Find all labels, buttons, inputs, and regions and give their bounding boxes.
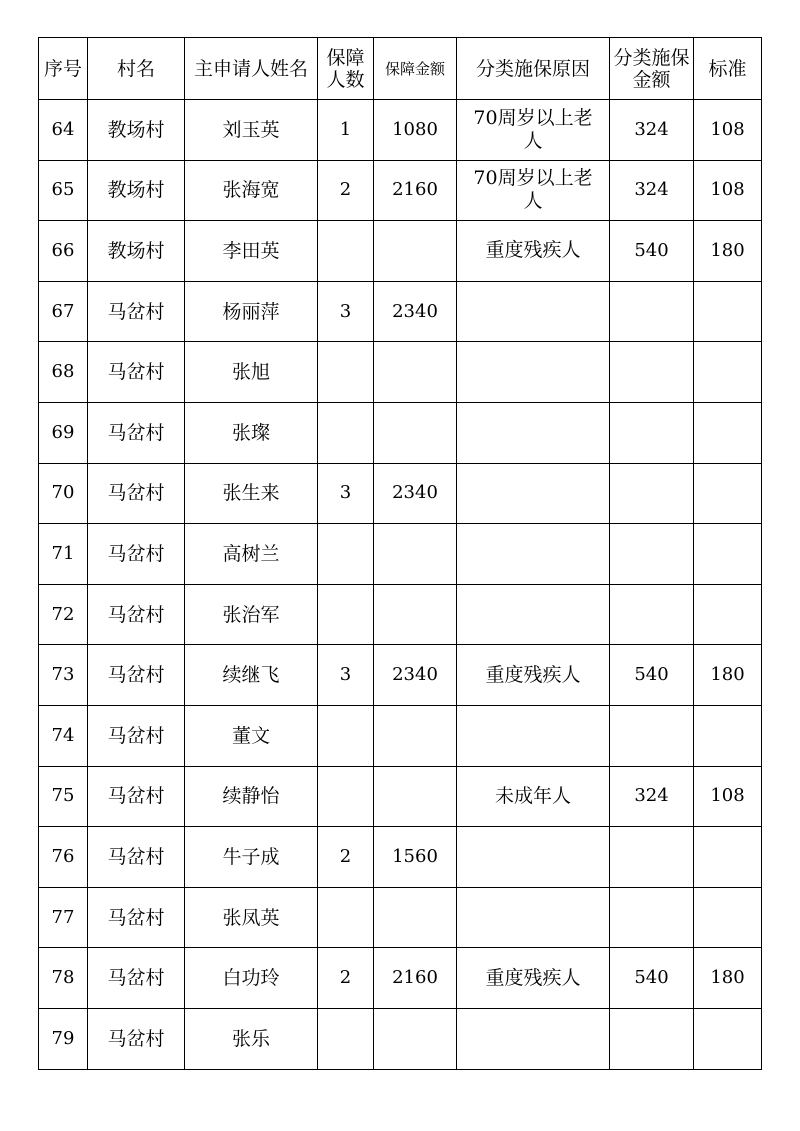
cell-seq: 73 (39, 645, 88, 706)
cell-class-amount: 540 (610, 221, 694, 282)
cell-seq: 71 (39, 524, 88, 585)
cell-village: 教场村 (88, 160, 185, 221)
cell-standard (694, 463, 762, 524)
cell-class-amount (610, 1008, 694, 1069)
cell-seq: 77 (39, 887, 88, 948)
table-row (39, 948, 762, 1009)
cell-count (318, 584, 374, 645)
cell-amount: 1080 (374, 100, 457, 161)
cell-amount: 2340 (374, 281, 457, 342)
cell-count (318, 342, 374, 403)
cell-village: 教场村 (88, 100, 185, 161)
cell-standard (694, 887, 762, 948)
header-count: 保障人数 (318, 38, 374, 100)
cell-amount: 2340 (374, 463, 457, 524)
cell-class-amount (610, 887, 694, 948)
cell-class-amount: 324 (610, 100, 694, 161)
cell-amount: 2340 (374, 645, 457, 706)
header-village: 村名 (88, 38, 185, 100)
table-body (39, 100, 762, 1070)
cell-village: 马岔村 (88, 402, 185, 463)
header-class-amount: 分类施保金额 (610, 38, 694, 100)
cell-village: 马岔村 (88, 705, 185, 766)
cell-class-amount (610, 463, 694, 524)
cell-standard: 180 (694, 948, 762, 1009)
cell-amount (374, 766, 457, 827)
header-reason: 分类施保原因 (457, 38, 610, 100)
cell-applicant: 高树兰 (185, 524, 318, 585)
header-applicant: 主申请人姓名 (185, 38, 318, 100)
table-row (39, 463, 762, 524)
cell-amount (374, 524, 457, 585)
cell-standard: 180 (694, 221, 762, 282)
cell-village: 马岔村 (88, 524, 185, 585)
cell-applicant: 张璨 (185, 402, 318, 463)
cell-village: 马岔村 (88, 948, 185, 1009)
cell-applicant: 杨丽萍 (185, 281, 318, 342)
cell-reason (457, 524, 610, 585)
cell-class-amount (610, 524, 694, 585)
cell-reason (457, 887, 610, 948)
table-row (39, 1008, 762, 1069)
cell-count: 3 (318, 281, 374, 342)
cell-village: 马岔村 (88, 281, 185, 342)
cell-standard: 180 (694, 645, 762, 706)
cell-count: 3 (318, 645, 374, 706)
cell-count (318, 221, 374, 282)
cell-seq: 66 (39, 221, 88, 282)
cell-class-amount: 540 (610, 645, 694, 706)
header-standard: 标准 (694, 38, 762, 100)
cell-seq: 79 (39, 1008, 88, 1069)
cell-reason (457, 584, 610, 645)
cell-count (318, 1008, 374, 1069)
cell-seq: 67 (39, 281, 88, 342)
cell-village: 马岔村 (88, 584, 185, 645)
cell-seq: 74 (39, 705, 88, 766)
cell-reason (457, 281, 610, 342)
table-row (39, 645, 762, 706)
cell-amount: 2160 (374, 160, 457, 221)
cell-village: 马岔村 (88, 645, 185, 706)
cell-reason (457, 463, 610, 524)
cell-amount: 2160 (374, 948, 457, 1009)
table-row (39, 887, 762, 948)
cell-count: 3 (318, 463, 374, 524)
cell-amount: 1560 (374, 827, 457, 888)
cell-class-amount (610, 281, 694, 342)
cell-seq: 70 (39, 463, 88, 524)
cell-count (318, 705, 374, 766)
table-row (39, 524, 762, 585)
cell-class-amount: 324 (610, 160, 694, 221)
cell-applicant: 张海宽 (185, 160, 318, 221)
table-row (39, 705, 762, 766)
cell-count (318, 402, 374, 463)
header-amount: 保障金额 (374, 38, 457, 100)
cell-class-amount (610, 342, 694, 403)
cell-reason: 重度残疾人 (457, 221, 610, 282)
cell-standard (694, 402, 762, 463)
cell-seq: 65 (39, 160, 88, 221)
cell-seq: 76 (39, 827, 88, 888)
cell-amount (374, 221, 457, 282)
cell-class-amount (610, 402, 694, 463)
cell-reason: 重度残疾人 (457, 645, 610, 706)
cell-village: 教场村 (88, 221, 185, 282)
cell-reason: 70周岁以上老人 (457, 160, 610, 221)
cell-seq: 78 (39, 948, 88, 1009)
cell-applicant: 张凤英 (185, 887, 318, 948)
table-row (39, 827, 762, 888)
cell-reason: 未成年人 (457, 766, 610, 827)
cell-standard (694, 584, 762, 645)
cell-applicant: 续继飞 (185, 645, 318, 706)
cell-applicant: 刘玉英 (185, 100, 318, 161)
cell-applicant: 续静怡 (185, 766, 318, 827)
cell-standard (694, 705, 762, 766)
cell-village: 马岔村 (88, 463, 185, 524)
cell-count (318, 887, 374, 948)
cell-amount (374, 705, 457, 766)
cell-village: 马岔村 (88, 887, 185, 948)
cell-count (318, 766, 374, 827)
cell-standard: 108 (694, 160, 762, 221)
cell-standard (694, 524, 762, 585)
cell-standard (694, 1008, 762, 1069)
cell-seq: 68 (39, 342, 88, 403)
cell-applicant: 张生来 (185, 463, 318, 524)
cell-amount (374, 402, 457, 463)
cell-class-amount: 540 (610, 948, 694, 1009)
cell-amount (374, 342, 457, 403)
cell-standard (694, 342, 762, 403)
cell-applicant: 张治军 (185, 584, 318, 645)
cell-class-amount (610, 827, 694, 888)
table-row (39, 160, 762, 221)
cell-standard (694, 281, 762, 342)
cell-count (318, 524, 374, 585)
cell-count: 2 (318, 948, 374, 1009)
cell-amount (374, 887, 457, 948)
cell-village: 马岔村 (88, 766, 185, 827)
header-row (39, 38, 762, 100)
cell-count: 2 (318, 827, 374, 888)
cell-applicant: 董文 (185, 705, 318, 766)
cell-village: 马岔村 (88, 1008, 185, 1069)
cell-standard (694, 827, 762, 888)
table-row (39, 281, 762, 342)
cell-standard: 108 (694, 766, 762, 827)
cell-count: 1 (318, 100, 374, 161)
cell-amount (374, 584, 457, 645)
cell-reason (457, 705, 610, 766)
cell-village: 马岔村 (88, 827, 185, 888)
cell-seq: 69 (39, 402, 88, 463)
table-row (39, 584, 762, 645)
cell-amount (374, 1008, 457, 1069)
cell-applicant: 李田英 (185, 221, 318, 282)
welfare-roster-table (38, 37, 762, 1070)
table-row (39, 221, 762, 282)
table-row (39, 766, 762, 827)
cell-applicant: 白功玲 (185, 948, 318, 1009)
cell-applicant: 牛子成 (185, 827, 318, 888)
cell-class-amount: 324 (610, 766, 694, 827)
cell-applicant: 张旭 (185, 342, 318, 403)
cell-count: 2 (318, 160, 374, 221)
cell-reason (457, 342, 610, 403)
cell-applicant: 张乐 (185, 1008, 318, 1069)
cell-seq: 64 (39, 100, 88, 161)
cell-class-amount (610, 584, 694, 645)
cell-class-amount (610, 705, 694, 766)
table-row (39, 342, 762, 403)
cell-reason: 重度残疾人 (457, 948, 610, 1009)
cell-reason (457, 402, 610, 463)
cell-reason (457, 827, 610, 888)
cell-village: 马岔村 (88, 342, 185, 403)
cell-reason: 70周岁以上老人 (457, 100, 610, 161)
cell-standard: 108 (694, 100, 762, 161)
header-seq: 序号 (39, 38, 88, 100)
cell-seq: 75 (39, 766, 88, 827)
table-row (39, 402, 762, 463)
table-row (39, 100, 762, 161)
cell-reason (457, 1008, 610, 1069)
cell-seq: 72 (39, 584, 88, 645)
